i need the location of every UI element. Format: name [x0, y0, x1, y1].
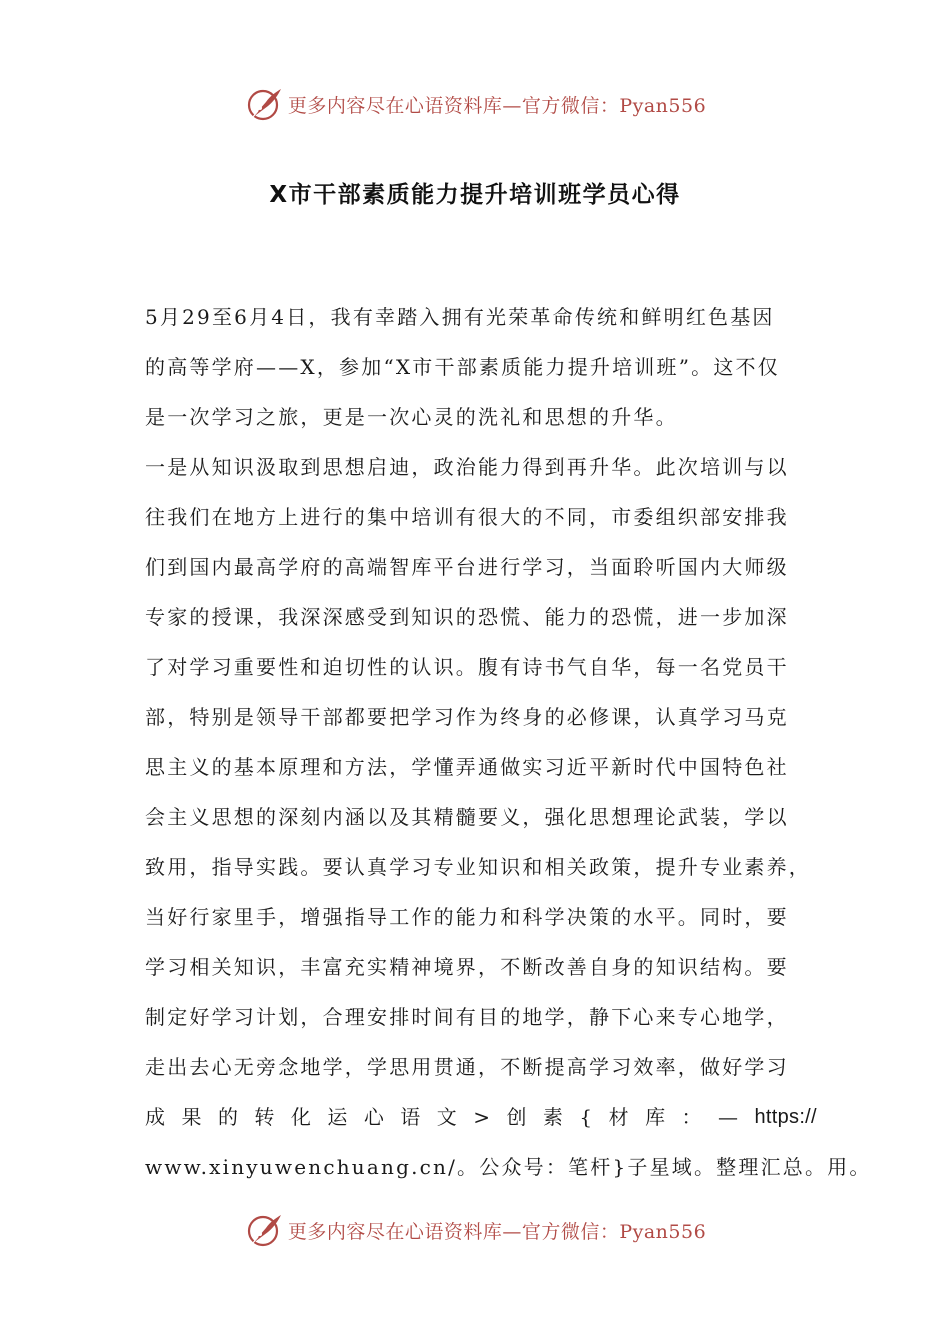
paragraph-line: 专家的授课，我深深感受到知识的恐慌、能力的恐慌，进一步加深: [145, 605, 789, 629]
paragraph-line: 的高等学府——X，参加“X市干部素质能力提升培训班”。这不仅: [145, 355, 780, 379]
paragraph-line: 了对学习重要性和迫切性的认识。腹有诗书气自华，每一名党员干: [145, 655, 789, 679]
paragraph-line: 制定好学习计划，合理安排时间有目的地学，静下心来专心地学，: [145, 1005, 789, 1029]
line-glyph: 果: [181, 1105, 202, 1129]
header-banner: [0, 82, 950, 126]
justified-paragraph-line: [145, 1100, 817, 1150]
document-title: X市干部素质能力提升培训班学员心得: [269, 182, 681, 208]
line-glyph: 的: [217, 1105, 238, 1129]
paragraph-line: 们到国内最高学府的高端智库平台进行学习，当面聆听国内大师级: [145, 555, 789, 579]
line-glyph: 库: [645, 1105, 666, 1129]
line-glyph: —: [718, 1105, 738, 1129]
footer-banner: [0, 1208, 950, 1252]
line-glyph: {: [579, 1105, 593, 1129]
paragraph-line: 走出去心无旁念地学，学思用贯通，不断提高学习效率，做好学习: [145, 1055, 789, 1079]
line-glyph: 语: [400, 1105, 421, 1129]
paragraph-line: 部，特别是领导干部都要把学习作为终身的必修课，认真学习马克: [145, 705, 789, 729]
line-glyph: 材: [608, 1105, 629, 1129]
line-glyph: 转: [254, 1105, 275, 1129]
line-glyph: >: [473, 1105, 490, 1129]
line-glyph: 化: [290, 1105, 311, 1129]
line-glyph: 素: [542, 1105, 563, 1129]
quill-pen-logo-icon: [244, 84, 284, 124]
paragraph-line: 当好行家里手，增强指导工作的能力和科学决策的水平。同时，要: [145, 905, 789, 929]
line-glyph: ：: [681, 1105, 702, 1129]
paragraph-line: 往我们在地方上进行的集中培训有很大的不同，市委组织部安排我: [145, 505, 789, 529]
paragraph-line-url: www.xinyuwenchuang.cn/。公众号：笔杆}子星域。整理汇总。用。: [145, 1155, 872, 1179]
document-body: [145, 300, 872, 1200]
paragraph-line: 一是从知识汲取到思想启迪，政治能力得到再升华。此次培训与以: [145, 455, 789, 479]
line-glyph: 心: [363, 1105, 384, 1129]
banner-text: 更多内容尽在心语资料库—官方微信：Pyan556: [287, 94, 707, 117]
paragraph-line: 会主义思想的深刻内涵以及其精髓要义，强化思想理论武装，学以: [145, 805, 789, 829]
paragraph-line: 思主义的基本原理和方法，学懂弄通做实习近平新时代中国特色社: [145, 755, 789, 779]
line-glyph: 运: [327, 1105, 348, 1129]
paragraph-line: 5月29至6月4日，我有幸踏入拥有光荣革命传统和鲜明红色基因: [145, 305, 775, 329]
url-fragment: https://: [754, 1106, 817, 1128]
banner-text: 更多内容尽在心语资料库—官方微信：Pyan556: [287, 1220, 707, 1243]
quill-pen-logo-icon: [244, 1210, 284, 1250]
line-glyph: 成: [145, 1105, 165, 1129]
paragraph-line: 学习相关知识，丰富充实精神境界，不断改善自身的知识结构。要: [145, 955, 789, 979]
paragraph-line: 致用，指导实践。要认真学习专业知识和相关政策，提升专业素养，: [145, 855, 811, 879]
line-glyph: 文: [436, 1105, 457, 1129]
line-glyph: 创: [506, 1105, 527, 1129]
paragraph-line: 是一次学习之旅，更是一次心灵的洗礼和思想的升华。: [145, 405, 678, 429]
